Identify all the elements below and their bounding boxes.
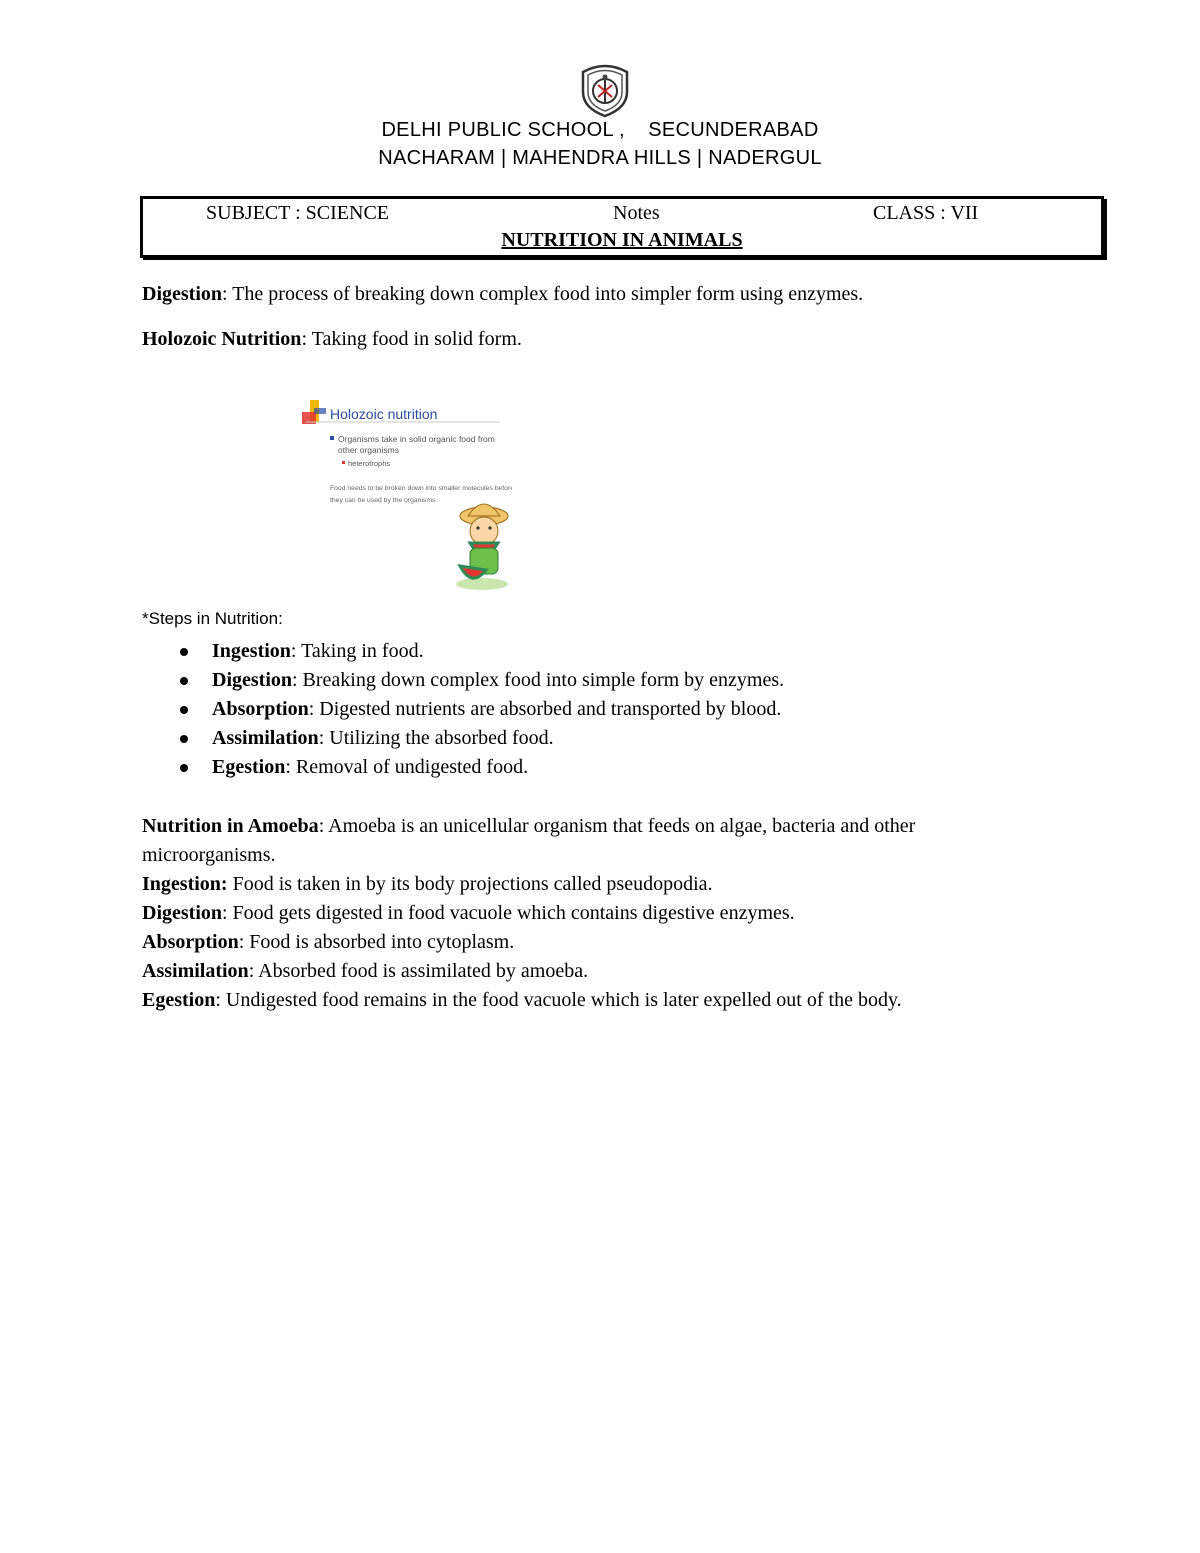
amoeba-term: Absorption [142, 931, 239, 953]
list-item [176, 753, 784, 782]
definition-holozoic [142, 325, 522, 354]
definition-term: Digestion [142, 283, 222, 305]
amoeba-line-egestion [142, 986, 902, 1015]
slide-sub-bullet: heterotrophs [348, 459, 391, 468]
amoeba-intro-text-2: microorganisms. [142, 844, 276, 866]
definition-text: : The process of breaking down complex food into simpler form using enzymes. [222, 283, 864, 305]
list-item [176, 637, 784, 666]
definition-term: Holozoic Nutrition [142, 328, 302, 350]
school-name: DELHI PUBLIC SCHOOL , SECUNDERABAD [381, 119, 819, 141]
bullet-icon [180, 648, 188, 656]
slide-bullet-1: Organisms take in solid organic food from [338, 434, 495, 444]
step-text: : Removal of undigested food. [285, 756, 529, 778]
holozoic-nutrition-slide-image [300, 398, 512, 592]
list-item [176, 724, 784, 753]
amoeba-intro [142, 812, 915, 870]
amoeba-text: : Absorbed food is assimilated by amoeba. [248, 960, 589, 982]
amoeba-intro-text: : Amoeba is an unicellular organism that feeds on algae, bacteria and other [318, 815, 916, 837]
amoeba-text: : Food gets digested in food vacuole which contains digestive enzymes. [222, 902, 795, 924]
step-term: Assimilation [212, 727, 319, 749]
definition-digestion [142, 280, 863, 309]
amoeba-term: Assimilation [142, 960, 249, 982]
step-text: : Utilizing the absorbed food. [318, 727, 554, 749]
amoeba-line-absorption [142, 928, 514, 957]
bullet-icon [180, 706, 188, 714]
amoeba-term: Egestion [142, 989, 216, 1011]
amoeba-term: Digestion [142, 902, 222, 924]
step-text: : Taking in food. [290, 640, 424, 662]
class-label: CLASS : VII [873, 202, 979, 224]
bullet-icon [180, 677, 188, 685]
subject-label: SUBJECT : SCIENCE [206, 202, 389, 224]
step-term: Digestion [212, 669, 292, 691]
amoeba-line-assimilation [142, 957, 588, 986]
step-term: Egestion [212, 756, 286, 778]
topic-title: NUTRITION IN ANIMALS [501, 229, 743, 251]
steps-heading: *Steps in Nutrition: [142, 609, 283, 628]
amoeba-text: : Food is absorbed into cytoplasm. [238, 931, 515, 953]
list-item [176, 695, 784, 724]
amoeba-text: : Undigested food remains in the food vacuole which is later expelled out of the body. [215, 989, 902, 1011]
notes-label: Notes [613, 202, 660, 224]
amoeba-line-digestion [142, 899, 795, 928]
bullet-icon [180, 735, 188, 743]
slide-note-2: they can be used by the organisms [330, 497, 436, 504]
school-crest-icon [577, 62, 633, 118]
campus-list: NACHARAM | MAHENDRA HILLS | NADERGUL [378, 147, 822, 169]
subject-info-box [140, 196, 1104, 258]
list-item [176, 666, 784, 695]
slide-note-1: Food needs to be broken down into smaller molecules before [330, 485, 512, 492]
step-text: : Digested nutrients are absorbed and transported by blood. [308, 698, 782, 720]
slide-title: Holozoic nutrition [330, 406, 438, 422]
slide-bullet-1b: other organisms [338, 445, 399, 455]
amoeba-intro-term: Nutrition in Amoeba [142, 815, 319, 837]
step-term: Ingestion [212, 640, 291, 662]
step-term: Absorption [212, 698, 309, 720]
amoeba-line-ingestion [142, 870, 713, 899]
step-text: : Breaking down complex food into simple form by enzymes. [292, 669, 785, 691]
amoeba-term: Ingestion: [142, 873, 228, 895]
child-eating-watermelon-icon [456, 504, 508, 590]
amoeba-text: Food is taken in by its body projections called pseudopodia. [227, 873, 713, 895]
definition-text: : Taking food in solid form. [301, 328, 522, 350]
bullet-icon [180, 764, 188, 772]
steps-list [176, 637, 784, 782]
